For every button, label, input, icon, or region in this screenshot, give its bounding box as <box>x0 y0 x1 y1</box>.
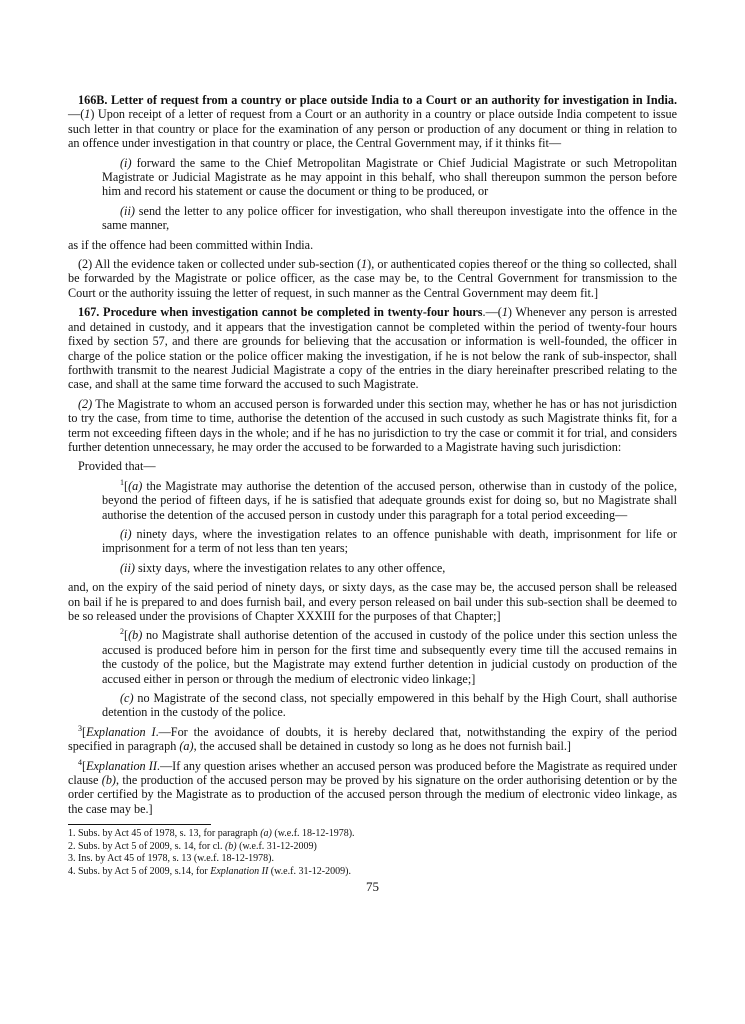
proviso-after-text: and, on the expiry of the said period of ninety days, or sixty days, as the case may be, the accused person shall be released on bail if he is prepared to and does furnish bail, and every person released on bail under this sub-section shall be deemed to be so released under the provisions of Chapter XXXIII for the purposes of that Chapter;] <box>68 580 677 623</box>
section-166b-tail: as if the offence had been committed within India. <box>68 237 314 252</box>
explanation-1: $^3$[Explanation I.—For the avoidance of doubts, it is hereby declared that, notwithstanding the expiry of the period specified in paragraph (a), the accused shall be detained in custody so long as he does not furnish bail.] <box>68 723 677 754</box>
footnote-3: 3. Ins. by Act 45 of 1978, s. 13 (w.e.f. 18-12-1978). <box>68 853 274 865</box>
footnote-ref-4: 4 <box>78 757 82 767</box>
footnote-divider <box>68 824 211 825</box>
section-167-subsection-1: 167. Procedure when investigation cannot be completed in twenty-four hours.—(1) Whenever any person is arrested and detained in custody, and it appears that the investigation cannot be completed within the period of twenty-four hours fixed by section 57, and there are grounds for believing that the accusation or information is well-founded, the officer in charge of the police station or the police officer making the investigation, if he is not below the rank of sub-inspector, shall forthwith transmit to the nearest Judicial Magistrate a copy of the entries in the diary hereinafter prescribed relating to the case, and shall at the same time forward the accused to such Magistrate. <box>68 305 678 392</box>
footnote-ref-2: 2 <box>120 627 124 637</box>
footnote-4: 4. Subs. by Act 5 of 2009, s.14, for Explanation II (w.e.f. 31-12-2009). <box>68 866 351 878</box>
proviso-clause-a: $^1$[(a) the Magistrate may authorise the detention of the accused person, otherwise than in custody of the police, beyond the period of fifteen days, if he is satisfied that adequate grounds exist for doing so, but no Magistrate shall authorise the detention of the accused person in custody under this paragraph for a total period exceeding— <box>102 477 677 522</box>
section-166b-clause-ii: (ii) send the letter to any police officer for investigation, who shall thereupon investigate into the offence in the same manner, <box>102 203 677 233</box>
section-167-heading: 167. Procedure when investigation cannot be completed in twenty-four hours <box>78 305 483 320</box>
proviso-clause-c: (c) no Magistrate of the second class, not specially empowered in this behalf by the High Court, shall authorise detention in the custody of the police. <box>102 691 677 720</box>
footnote-2: 2. Subs. by Act 5 of 2009, s. 14, for cl. (b) (w.e.f. 31-12-2009) <box>68 840 317 852</box>
section-166b-intro: 166B. Letter of request from a country or place outside India to a Court or an authority for investigation in India.—(1) Upon receipt of a letter of request from a Court or an authority in a country or place outside India competent to issue such letter in that country or place for the examination of any person or production of any document or thing in relation to an offence under investigation in that country or place, the Central Government may, if it thinks fit— <box>68 93 677 151</box>
proviso: Provided that— <box>78 459 156 474</box>
section-166b-heading: 166B. Letter of request from a country or place outside India to a Court or an authority for investigation in India. <box>78 93 677 107</box>
proviso-clause-b: $^2$[(b) no Magistrate shall authorise detention of the accused in custody of the police under this section unless the accused is produced before him in person for the first time and subsequently every time till the accused remains in the custody of the police, but the Magistrate may extend further detention in judicial custody on production of the accused either in person or through the medium of electronic video linkage;] <box>102 627 677 686</box>
footnote-ref-1: 1 <box>120 477 124 487</box>
proviso-subclause-i: (i) ninety days, where the investigation relates to an offence punishable with death, imprisonment for life or imprisonment for a term of not less than ten years; <box>102 526 677 556</box>
footnote-1: 1. Subs. by Act 45 of 1978, s. 13, for paragraph (a) (w.e.f. 18-12-1978). <box>68 828 355 840</box>
section-167-subsection-2: (2) The Magistrate to whom an accused person is forwarded under this section may, whether he has or has not jurisdiction to try the case, from time to time, authorise the detention of the accused in such custody as such Magistrate thinks fit, for a term not exceeding fifteen days in the whole; and if he has no jurisdiction to try the case or commit it for trial, and considers further detention unnecessary, he may order the accused to be forwarded to a Magistrate having such jurisdiction: <box>68 396 677 454</box>
footnote-ref-3: 3 <box>78 723 82 733</box>
proviso-subclause-ii: (ii) sixty days, where the investigation relates to any other offence, <box>120 560 446 575</box>
page-number: 75 <box>366 878 379 894</box>
section-166b-subsection-2: (2) All the evidence taken or collected under sub-section (1), or authenticated copies thereof or the thing so collected, shall be forwarded by the Magistrate or police officer, as the case may be, to the Central Government for transmission to the Court or the authority issuing the letter of request, in such manner as the Central Government may deem fit.] <box>68 257 677 300</box>
explanation-2: $^4$[Explanation II.—If any question arises whether an accused person was produced before the Magistrate as required under clause (b), the production of the accused person may be proved by his signature on the order authorising detention or by the order certified by the Magistrate as to production of the accused person through the medium of electronic video linkage, as the case may be.] <box>68 757 677 816</box>
section-166b-clause-i: (i) forward the same to the Chief Metropolitan Magistrate or Chief Judicial Magistrate or such Metropolitan Magistrate or Judicial Magistrate as he may appoint in this behalf, who shall thereupon summon the person before him and record his statement or cause the document or thing to be produced, or <box>102 155 677 199</box>
document-page <box>68 93 677 894</box>
